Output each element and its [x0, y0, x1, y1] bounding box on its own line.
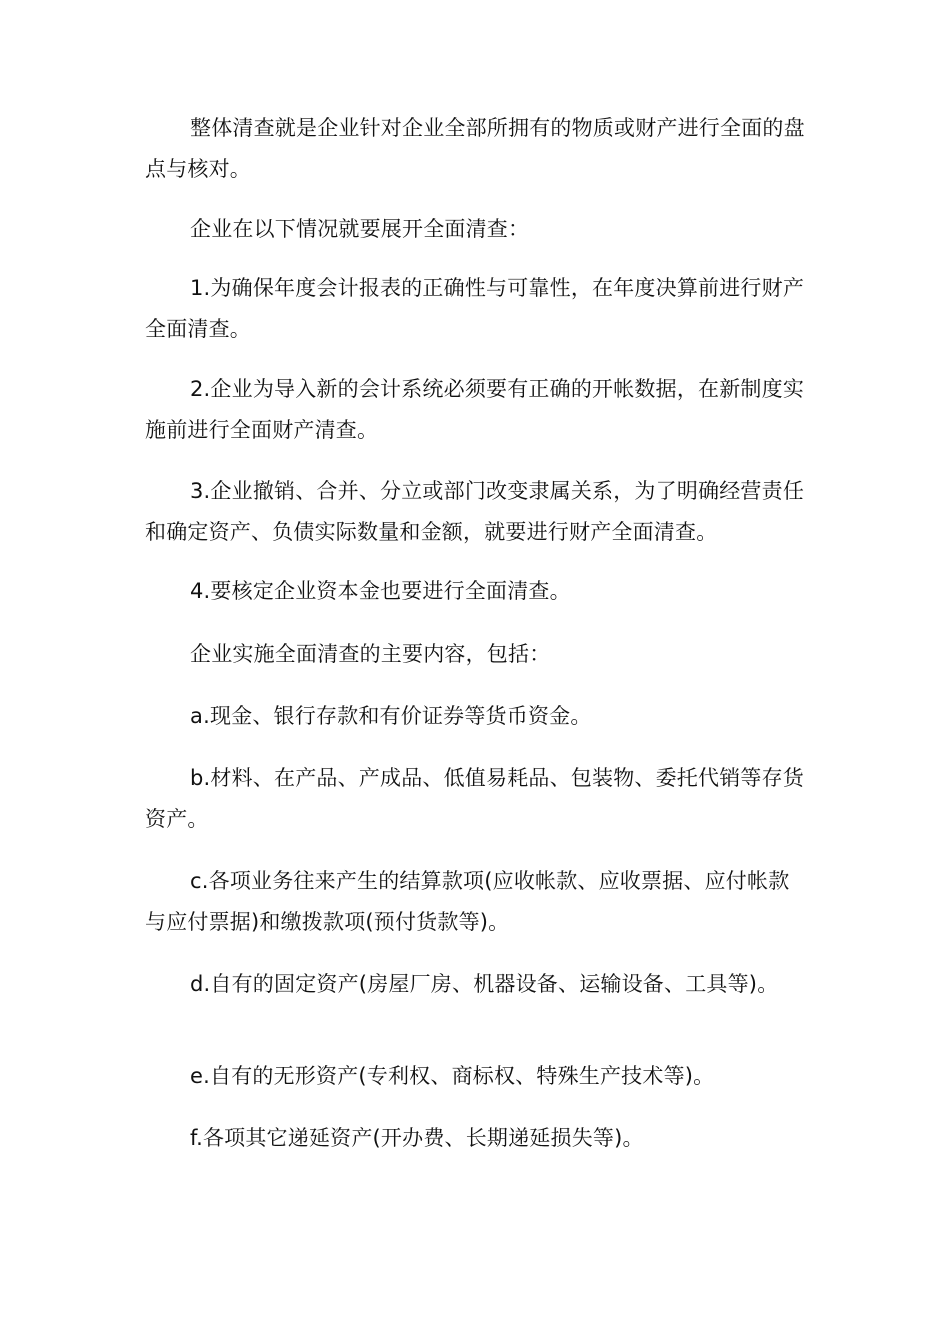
- paragraph-situations-heading: 企业在以下情况就要展开全面清查：: [190, 217, 530, 241]
- paragraph-item-2: 2.企业为导入新的会计系统必须要有正确的开帐数据，在新制度实施前进行全面财产清查。: [145, 377, 805, 442]
- paragraph-item-b: b.材料、在产品、产成品、低值易耗品、包装物、委托代销等存货资产。: [145, 766, 805, 831]
- paragraph-item-1: 1.为确保年度会计报表的正确性与可靠性，在年度决算前进行财产全面清查。: [145, 276, 805, 341]
- paragraph-item-f: f.各项其它递延资产(开办费、长期递延损失等)。: [190, 1126, 644, 1150]
- paragraph-item-4: 4.要核定企业资本金也要进行全面清查。: [190, 579, 571, 603]
- paragraph-intro: 整体清查就是企业针对企业全部所拥有的物质或财产进行全面的盘点与核对。: [145, 116, 805, 181]
- paragraph-item-c: c.各项业务往来产生的结算款项(应收帐款、应收票据、应付帐款与应付票据)和缴拨款项(预付货款等)。: [145, 869, 790, 934]
- paragraph-item-3: 3.企业撤销、合并、分立或部门改变隶属关系，为了明确经营责任和确定资产、负债实际数量和金额，就要进行财产全面清查。: [145, 479, 805, 544]
- paragraph-item-d: d.自有的固定资产(房屋厂房、机器设备、运输设备、工具等)。: [190, 972, 779, 996]
- paragraph-item-e: e.自有的无形资产(专利权、商标权、特殊生产技术等)。: [190, 1064, 715, 1088]
- paragraph-item-a: a.现金、银行存款和有价证券等货币资金。: [190, 704, 592, 728]
- paragraph-contents-heading: 企业实施全面清查的主要内容，包括：: [190, 642, 551, 666]
